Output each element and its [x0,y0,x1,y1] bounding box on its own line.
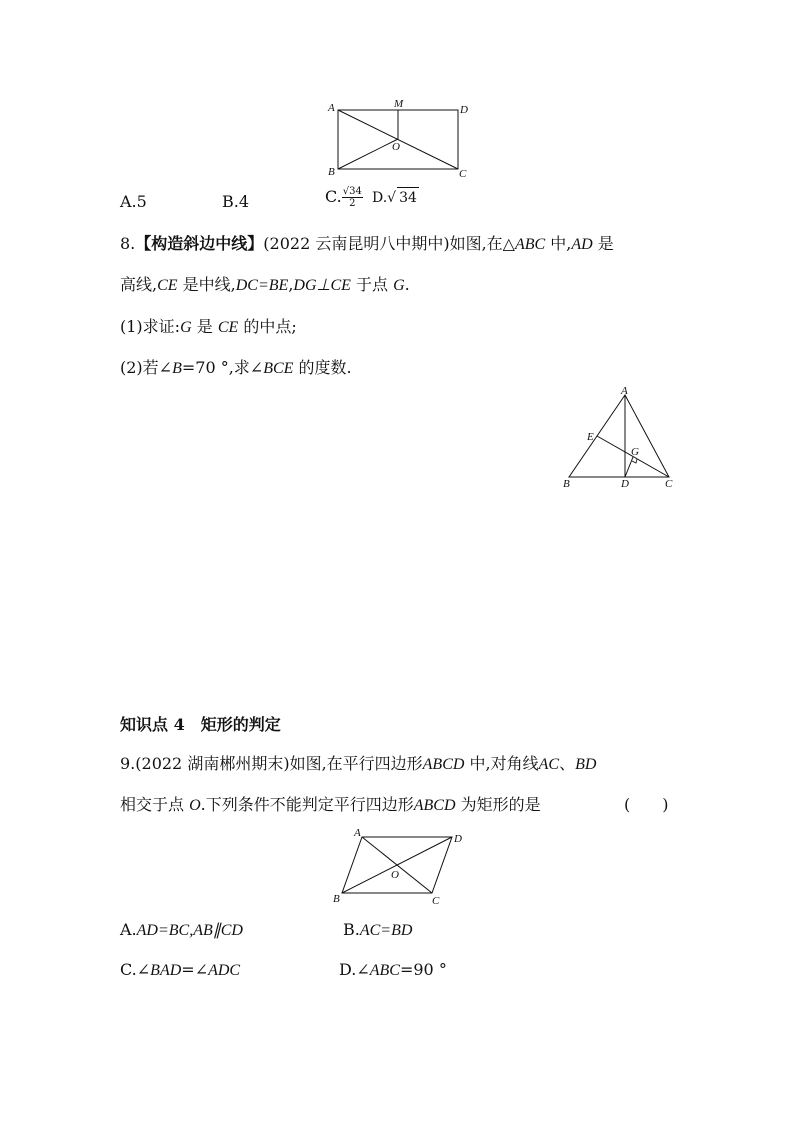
label-a: A [328,102,335,114]
label-g: G [631,446,639,458]
q9-parallelogram-figure [330,825,470,907]
q9-abcd: ABCD [422,756,465,773]
q9-source: (2022 湖南郴州期末) [135,754,290,773]
section-name: 矩形的判定 [200,715,281,734]
label-m: M [394,98,404,110]
q9-line2-2: .下列条件不能判定平行四边形 [200,795,414,814]
label-a: A [621,385,628,397]
q8-stem-1: 如图,在△ [449,234,515,253]
q8-line2-3: 于点 [350,275,394,294]
q8-stem-2: 中, [545,234,572,253]
q8-line2-1: 高线, [120,275,158,294]
q9-option-a-body: AD=BC,AB∥CD [136,922,243,939]
q8-line2-2: 是中线, [177,275,236,294]
q8-part-1 [120,317,297,338]
q9-sep: 、 [559,754,576,773]
q8-part2-val: =70 ° [181,358,229,377]
q9-option-b-prefix: B. [343,920,360,939]
label-c: C [459,168,467,180]
q8-source: (2022 云南昆明八中期中) [263,234,450,253]
q9-option-d-prefix: D.∠ [339,960,370,979]
label-e: E [587,431,594,443]
segment-bo [338,139,398,169]
q9-ac: AC [538,756,560,773]
label-b: B [328,166,335,178]
q9-stem-1: 如图,在平行四边形 [289,754,423,773]
label-o: O [391,869,399,881]
q8-tag: 【构造斜边中线】 [135,234,264,253]
q9-o: O [189,797,201,814]
right-angle-mark [632,459,637,463]
q8-part-2 [120,358,352,379]
q9-option-d-val: =90 ° [399,960,447,979]
section-title: 知识点 4 [120,715,185,734]
q8-abc: ABC [514,236,546,253]
q9-line-1 [120,754,596,775]
q7-option-c-den: 2 [349,198,356,209]
q9-option-c [120,960,240,981]
segment-dg [625,457,633,477]
q9-option-b [343,920,412,941]
q9-option-b-body: AC=BD [359,922,413,939]
q8-part2-end: 的度数. [293,358,352,377]
q8-part1-mid: 是 [191,317,218,336]
q9-option-c-prefix: C.∠ [120,960,151,979]
q9-answer-blank[interactable]: ( ) [624,795,669,814]
label-d: D [460,104,468,116]
q9-option-c-bad: BAD [150,962,182,979]
q8-part1-label: (1)求证: [120,317,181,336]
q9-option-c-eq: =∠ [181,960,209,979]
q8-part2-mid: ,求∠ [228,358,264,377]
label-a: A [354,827,361,839]
q7-option-c-num: 34 [349,186,362,197]
q8-line-1 [120,234,614,255]
triangle-abc [569,395,669,477]
q9-option-a [120,920,243,941]
q8-part1-ce: CE [217,319,239,336]
q8-part2-b: B [172,360,182,377]
label-d: D [454,833,462,845]
q8-part2-bce: BCE [263,360,294,377]
section-heading [120,712,281,735]
q9-line2-1: 相交于点 [120,795,190,814]
q8-part2-label: (2)若∠ [120,358,173,377]
q8-comma: , [288,275,294,294]
q9-bd: BD [575,756,597,773]
q9-option-c-adc: ADC [208,962,241,979]
q8-part1-end: 的中点; [238,317,297,336]
q7-option-d-prefix: D. [371,190,388,206]
q7-option-d: D.√ 34 [372,190,419,206]
q7-option-c-fraction: $\frac{√34}{2}$ [342,186,362,209]
label-b: B [563,478,570,490]
q8-line-2 [120,275,410,296]
q8-g: G [393,277,405,294]
q9-line-2 [120,795,541,816]
q7-option-a: A.5 [120,192,147,211]
label-d: D [621,478,629,490]
q8-ce: CE [157,277,178,294]
q8-ad: AD [571,236,593,253]
label-c: C [432,895,440,907]
q9-abcd2: ABCD [413,797,456,814]
q7-option-c-prefix: C. [325,187,342,206]
q8-dc-be: DC=BE [235,277,289,294]
q8-number: 8. [120,234,136,253]
q9-option-d-abc: ABC [369,962,400,979]
q8-dg-ce: DG⊥CE [293,277,351,294]
q9-stem-2: 中,对角线 [464,754,539,773]
q7-option-b: B.4 [222,192,250,211]
q9-line2-3: 为矩形的是 [455,795,541,814]
label-o: O [392,141,400,153]
label-b: B [333,893,340,905]
q8-triangle-figure [555,385,685,490]
q9-number: 9. [120,754,136,773]
q7-rectangle-figure [320,95,480,185]
q7-option-c [325,186,419,209]
q8-part1-g: G [180,319,192,336]
q9-option-a-prefix: A. [120,920,137,939]
q8-period: . [404,275,410,294]
q7-option-d-radicand: 34 [397,187,419,208]
q8-stem-3: 是 [592,234,614,253]
q9-option-d [339,960,447,981]
label-c: C [665,478,673,490]
